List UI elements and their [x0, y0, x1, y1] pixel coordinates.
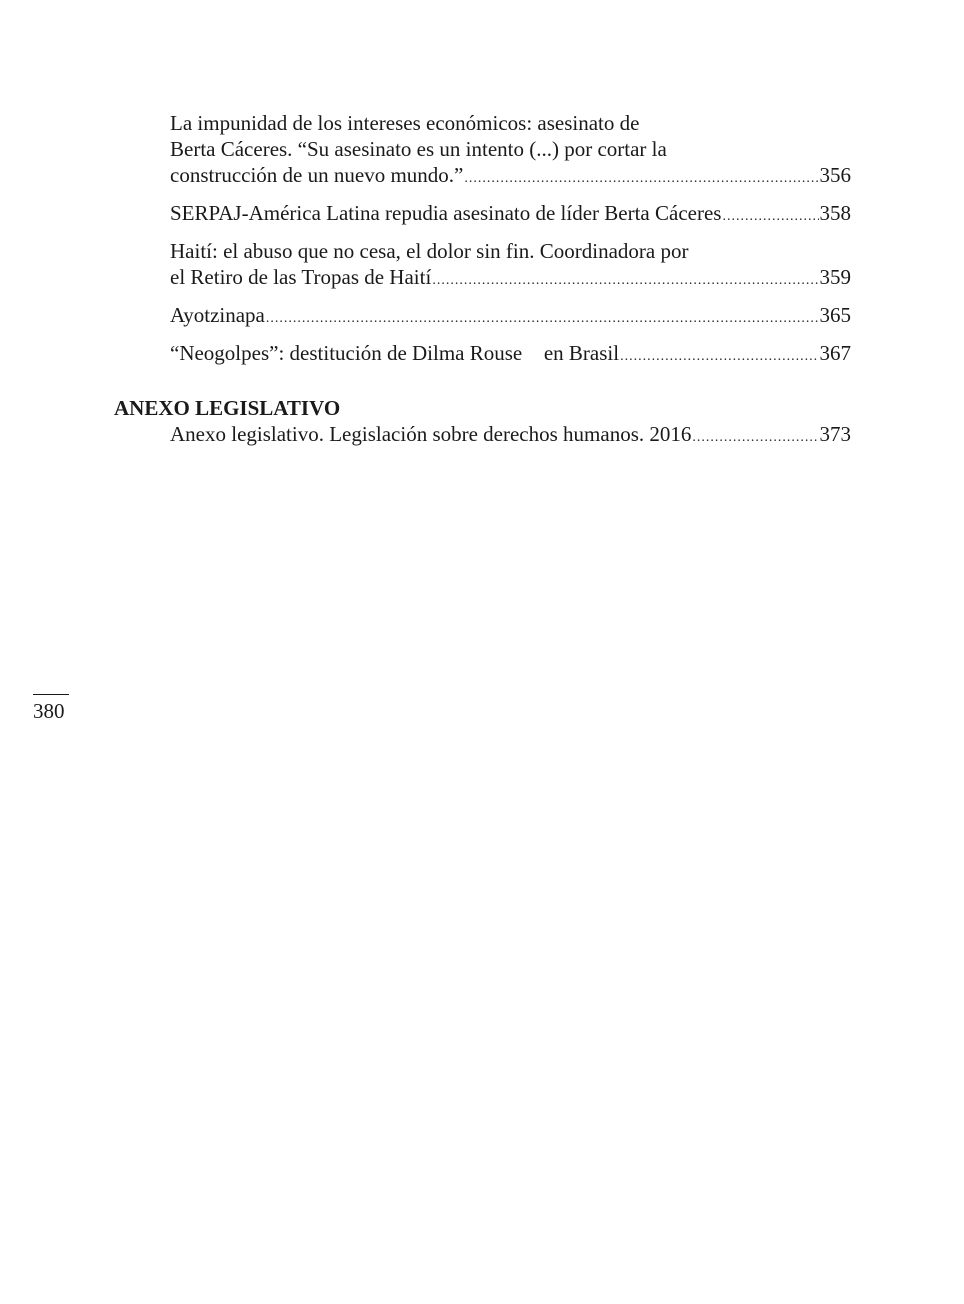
toc-entry-line: “Neogolpes”: destitución de Dilma Rouse  en Brasil — [170, 341, 620, 365]
page-number: 373 — [819, 422, 851, 446]
toc-entry-line: Anexo legislativo. Legislación sobre derechos humanos. 2016 — [170, 422, 692, 446]
page-number: 358 — [819, 201, 851, 225]
toc-entry-serpaj — [170, 200, 851, 230]
page-number: 367 — [819, 341, 851, 365]
toc-entry-line: construcción de un nuevo mundo.” — [170, 163, 464, 187]
page-number: 356 — [819, 163, 851, 187]
dot-leader — [692, 425, 818, 451]
dot-leader — [432, 268, 818, 294]
dot-leader — [266, 306, 819, 332]
folio-page-number: 380 — [33, 699, 65, 723]
toc-entry-anexo-legislativo — [170, 421, 851, 451]
toc-entry-neogolpes — [170, 340, 851, 370]
toc-entry-line: La impunidad de los intereses económicos: asesinato de — [170, 111, 640, 135]
toc-entry-ayotzinapa — [170, 302, 851, 332]
toc-entry-line: Haití: el abuso que no cesa, el dolor sin fin. Coordinadora por — [170, 239, 689, 263]
folio-rule — [33, 694, 69, 695]
page-number: 365 — [819, 303, 851, 327]
dot-leader — [464, 166, 818, 192]
page-number: 359 — [819, 265, 851, 289]
toc-entry-haiti — [170, 238, 851, 294]
section-heading-anexo: ANEXO LEGISLATIVO — [114, 396, 341, 420]
toc-entry-line: Berta Cáceres. “Su asesinato es un intento (...) por cortar la — [170, 137, 667, 161]
toc-entry-line: el Retiro de las Tropas de Haití — [170, 265, 432, 289]
toc-entry-line: Ayotzinapa — [170, 303, 265, 327]
toc-entry-berta-caceres-impunidad — [170, 110, 851, 192]
toc-entry-line: SERPAJ-América Latina repudia asesinato de líder Berta Cáceres — [170, 201, 722, 225]
dot-leader — [620, 344, 818, 370]
dot-leader — [722, 204, 818, 230]
